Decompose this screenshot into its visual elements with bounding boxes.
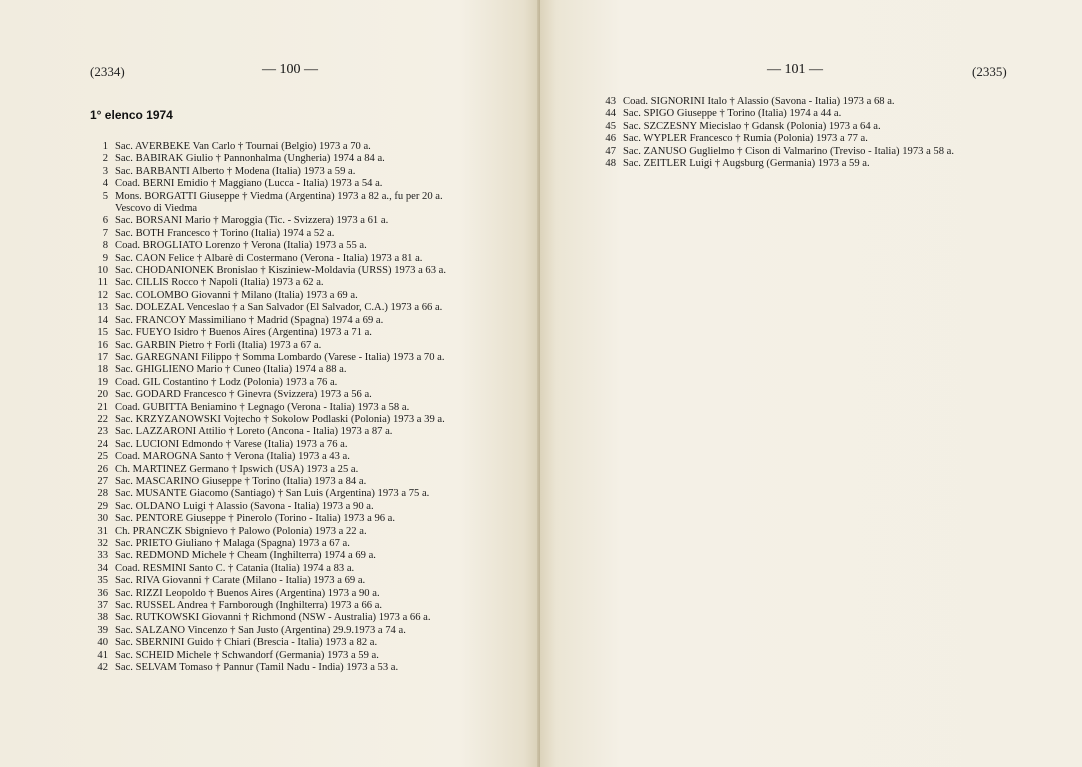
entry-number: 46 xyxy=(605,133,616,145)
entry-text: Sac. FRANCOY Massimiliano † Madrid (Spagna) 1974 a 69 a. xyxy=(115,314,384,326)
list-item xyxy=(82,563,446,575)
right-page-number: — 101 — xyxy=(767,62,823,77)
list-item xyxy=(82,588,446,600)
entry-text: Sac. COLOMBO Giovanni † Milano (Italia) 1973 a 69 a. xyxy=(115,289,358,301)
list-item xyxy=(82,327,446,339)
entry-text: Sac. ZANUSO Guglielmo † Cison di Valmarino (Treviso - Italia) 1973 a 58 a. xyxy=(623,145,955,157)
entry-number: 41 xyxy=(97,649,108,661)
list-item xyxy=(82,612,446,624)
list-item xyxy=(82,389,446,401)
list-item xyxy=(82,464,446,476)
list-item xyxy=(82,625,446,637)
entry-number: 4 xyxy=(102,178,108,190)
entry-number: 22 xyxy=(97,413,108,425)
entry-number: 28 xyxy=(97,488,108,500)
entry-number: 25 xyxy=(97,451,108,463)
list-item xyxy=(82,526,446,538)
right-page-header-code: (2335) xyxy=(972,64,1007,79)
entry-number: 1 xyxy=(102,141,108,152)
entry-number: 30 xyxy=(97,513,108,525)
list-item xyxy=(590,158,954,170)
entry-text: Sac. RUTKOWSKI Giovanni † Richmond (NSW - Australia) 1973 a 66 a. xyxy=(115,612,431,624)
entry-number: 15 xyxy=(97,327,108,339)
list-item xyxy=(590,96,954,108)
list-item xyxy=(82,166,446,178)
list-item xyxy=(590,121,954,133)
entry-number: 21 xyxy=(97,401,108,413)
entry-number: 37 xyxy=(97,600,108,612)
entry-number: 34 xyxy=(97,562,108,574)
entry-text: Coad. MAROGNA Santo † Verona (Italia) 1973 a 43 a. xyxy=(115,451,350,463)
list-item xyxy=(82,302,446,314)
list-item xyxy=(82,451,446,463)
entry-text: Sac. REDMOND Michele † Cheam (Inghilterra) 1974 a 69 a. xyxy=(115,550,376,562)
entry-number: 18 xyxy=(97,364,108,376)
entry-number: 43 xyxy=(605,96,616,107)
entry-number: 12 xyxy=(97,289,108,301)
entry-text: Sac. WYPLER Francesco † Rumia (Polonia) 1973 a 77 a. xyxy=(623,133,868,145)
entry-text: Sac. PRIETO Giuliano † Malaga (Spagna) 1973 a 67 a. xyxy=(115,538,350,549)
entry-number: 38 xyxy=(97,612,108,624)
entry-number: 7 xyxy=(102,227,108,239)
list-item xyxy=(590,146,954,158)
entry-text: Sac. GARBIN Pietro † Forlì (Italia) 1973 a 67 a. xyxy=(115,339,322,351)
left-entry-list xyxy=(82,141,446,674)
list-item xyxy=(82,662,446,674)
entry-text: Sac. SBERNINI Guido † Chiari (Brescia - Italia) 1973 a 82 a. xyxy=(115,637,378,649)
entry-number: 26 xyxy=(97,463,108,475)
entry-text: Sac. BARBANTI Alberto † Modena (Italia) 1973 a 59 a. xyxy=(115,165,356,177)
entry-text: Sac. PENTORE Giuseppe † Pinerolo (Torino - Italia) 1973 a 96 a. xyxy=(115,513,396,525)
entry-text: Coad. GIL Costantino † Lodz (Polonia) 1973 a 76 a. xyxy=(115,376,338,388)
list-item xyxy=(82,191,446,203)
entry-number: 40 xyxy=(97,637,108,649)
list-item xyxy=(82,315,446,327)
entry-number: 3 xyxy=(102,165,108,177)
list-item xyxy=(82,377,446,389)
left-page-number: — 100 — xyxy=(262,62,318,77)
list-item xyxy=(82,141,446,153)
right-entry-list xyxy=(590,96,954,170)
list-item xyxy=(590,108,954,120)
list-item xyxy=(82,352,446,364)
entry-text: Ch. MARTINEZ Germano † Ipswich (USA) 1973 a 25 a. xyxy=(115,463,359,475)
entry-number: 48 xyxy=(605,158,616,170)
entry-text: Sac. OLDANO Luigi † Alassio (Savona - Italia) 1973 a 90 a. xyxy=(115,500,374,512)
list-item xyxy=(82,340,446,352)
entry-text: Sac. LAZZARONI Attilio † Loreto (Ancona - Italia) 1973 a 87 a. xyxy=(115,426,393,438)
list-item xyxy=(82,501,446,513)
list-item xyxy=(82,550,446,562)
entry-number: 9 xyxy=(102,252,108,264)
entry-text: Sac. SPIGO Giuseppe † Torino (Italia) 1974 a 44 a. xyxy=(623,108,842,120)
entry-text: Ch. PRANCZK Sbignievo † Palowo (Polonia) 1973 a 22 a. xyxy=(115,525,367,537)
entry-text: Sac. MUSANTE Giacomo (Santiago) † San Luis (Argentina) 1973 a 75 a. xyxy=(115,488,430,500)
entry-number: 39 xyxy=(97,624,108,636)
entry-text: Sac. GODARD Francesco † Ginevra (Svizzera) 1973 a 56 a. xyxy=(115,389,372,401)
entry-number: 29 xyxy=(97,500,108,512)
entry-number: 16 xyxy=(97,339,108,351)
entry-text: Sac. BORSANI Mario † Maroggia (Tic. - Svizzera) 1973 a 61 a. xyxy=(115,215,389,227)
entry-text: Sac. DOLEZAL Venceslao † a San Salvador (El Salvador, C.A.) 1973 a 66 a. xyxy=(115,302,443,314)
entry-number: 45 xyxy=(605,120,616,132)
entry-text: Sac. RUSSEL Andrea † Farnborough (Inghilterra) 1973 a 66 a. xyxy=(115,600,383,612)
left-page-header-code: (2334) xyxy=(90,64,125,79)
entry-text: Coad. BERNI Emidio † Maggiano (Lucca - Italia) 1973 a 54 a. xyxy=(115,178,383,190)
entry-continuation: Vescovo di Viedma xyxy=(115,203,198,215)
list-item xyxy=(82,153,446,165)
entry-number: 6 xyxy=(102,215,108,227)
entry-number: 13 xyxy=(97,302,108,314)
list-item xyxy=(82,215,446,227)
entry-number: 10 xyxy=(97,265,108,277)
entry-text: Sac. RIZZI Leopoldo † Buenos Aires (Argentina) 1973 a 90 a. xyxy=(115,587,380,599)
entry-number: 31 xyxy=(97,525,108,537)
entry-number: 33 xyxy=(97,550,108,562)
entry-number: 17 xyxy=(97,351,108,363)
entry-text: Coad. RESMINI Santo C. † Catania (Italia) 1974 a 83 a. xyxy=(115,562,355,574)
entry-text: Sac. LUCIONI Edmondo † Varese (Italia) 1973 a 76 a. xyxy=(115,438,348,450)
list-item xyxy=(82,650,446,662)
list-item xyxy=(82,538,446,550)
entry-number: 19 xyxy=(97,376,108,388)
entry-number: 5 xyxy=(102,190,108,202)
list-item xyxy=(82,513,446,525)
entry-number: 36 xyxy=(97,587,108,599)
entry-number: 32 xyxy=(97,538,108,549)
entry-number: 27 xyxy=(97,475,108,487)
entry-text: Coad. SIGNORINI Italo † Alassio (Savona - Italia) 1973 a 68 a. xyxy=(623,96,895,107)
entry-text: Sac. CILLIS Rocco † Napoli (Italia) 1973 a 62 a. xyxy=(115,277,324,289)
list-item xyxy=(82,228,446,240)
entry-text: Sac. MASCARINO Giuseppe † Torino (Italia) 1973 a 84 a. xyxy=(115,475,367,487)
list-item xyxy=(82,253,446,265)
section-title: 1° elenco 1974 xyxy=(90,108,173,122)
entry-text: Sac. GAREGNANI Filippo † Somma Lombardo (Varese - Italia) 1973 a 70 a. xyxy=(115,351,445,363)
list-item xyxy=(82,265,446,277)
entry-text: Sac. BOTH Francesco † Torino (Italia) 1974 a 52 a. xyxy=(115,227,335,239)
entry-number: 24 xyxy=(97,438,108,450)
list-item xyxy=(82,637,446,649)
entry-text: Sac. SCHEID Michele † Schwandorf (Germania) 1973 a 59 a. xyxy=(115,649,379,661)
entry-number: 20 xyxy=(97,389,108,401)
entry-text: Sac. AVERBEKE Van Carlo † Tournai (Belgio) 1973 a 70 a. xyxy=(115,141,371,152)
entry-text: Sac. KRZYZANOWSKI Vojtecho † Sokolow Podlaski (Polonia) 1973 a 39 a. xyxy=(115,413,445,425)
entry-text: Sac. CAON Felice † Albarè di Costermano (Verona - Italia) 1973 a 81 a. xyxy=(115,252,423,264)
list-item xyxy=(82,290,446,302)
entry-text: Coad. GUBITTA Beniamino † Legnago (Verona - Italia) 1973 a 58 a. xyxy=(115,401,410,413)
list-item xyxy=(82,426,446,438)
entry-text: Sac. FUEYO Isidro † Buenos Aires (Argentina) 1973 a 71 a. xyxy=(115,327,372,339)
entry-number: 14 xyxy=(97,314,108,326)
list-item xyxy=(82,402,446,414)
list-item xyxy=(82,414,446,426)
entry-text: Mons. BORGATTI Giuseppe † Viedma (Argentina) 1973 a 82 a., fu per 20 a. xyxy=(115,190,443,202)
list-item xyxy=(82,439,446,451)
left-page xyxy=(0,0,540,767)
entry-text: Sac. SZCZESNY Miecislao † Gdansk (Polonia) 1973 a 64 a. xyxy=(623,120,881,132)
entry-number: 2 xyxy=(102,153,108,165)
list-item xyxy=(82,600,446,612)
list-item xyxy=(82,277,446,289)
right-page xyxy=(540,0,1082,767)
entry-text: Sac. BABIRAK Giulio † Pannonhalma (Ungheria) 1974 a 84 a. xyxy=(115,153,385,165)
entry-number: 44 xyxy=(605,108,616,120)
entry-number: 35 xyxy=(97,575,108,587)
entry-number: 42 xyxy=(97,662,108,674)
entry-number: 8 xyxy=(102,240,108,252)
entry-number: 47 xyxy=(605,145,616,157)
entry-text: Sac. CHODANIONEK Bronislao † Kisziniew-Moldavia (URSS) 1973 a 63 a. xyxy=(115,265,447,277)
entry-text: Coad. BROGLIATO Lorenzo † Verona (Italia) 1973 a 55 a. xyxy=(115,240,367,252)
list-item xyxy=(82,575,446,587)
list-item xyxy=(82,240,446,252)
list-item xyxy=(82,476,446,488)
entry-text: Sac. SELVAM Tomaso † Pannur (Tamil Nadu - India) 1973 a 53 a. xyxy=(115,662,399,674)
list-item xyxy=(82,178,446,190)
list-item xyxy=(82,364,446,376)
entry-text: Sac. RIVA Giovanni † Carate (Milano - Italia) 1973 a 69 a. xyxy=(115,575,366,587)
entry-text: Sac. GHIGLIENO Mario † Cuneo (Italia) 1974 a 88 a. xyxy=(115,364,347,376)
list-item xyxy=(82,488,446,500)
entry-text: Sac. ZEITLER Luigi † Augsburg (Germania) 1973 a 59 a. xyxy=(623,158,870,170)
entry-number: 23 xyxy=(97,426,108,438)
list-item xyxy=(590,133,954,145)
entry-text: Sac. SALZANO Vincenzo † San Justo (Argentina) 29.9.1973 a 74 a. xyxy=(115,624,406,636)
entry-number: 11 xyxy=(97,277,108,289)
